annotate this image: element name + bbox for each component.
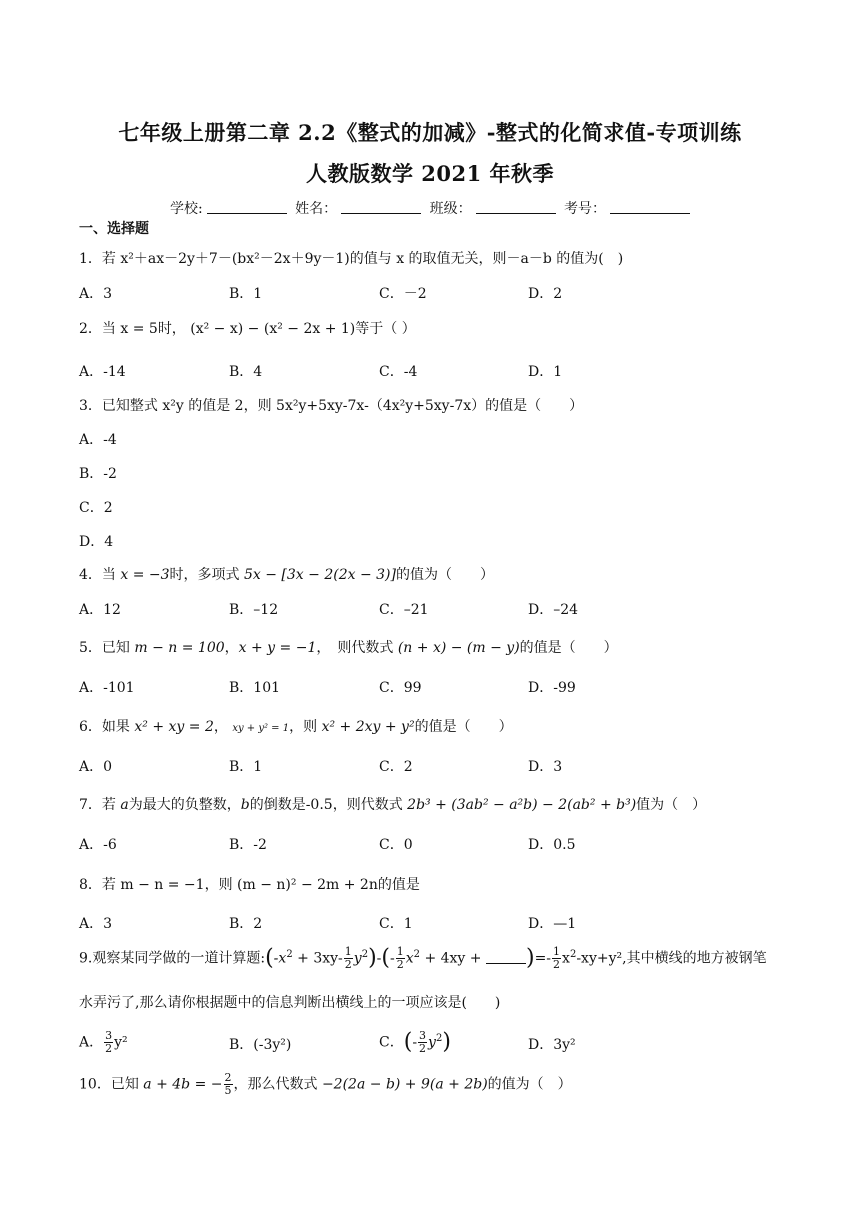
q6-option-d[interactable]: D．3 (528, 759, 563, 775)
q2-option-a[interactable]: A．-14 (79, 364, 126, 380)
question-4: 4．当 x = −3时，多项式 5x − [3x − 2(2x − 3)]的值为（ ） (79, 567, 494, 583)
q5-option-c[interactable]: C．99 (379, 680, 422, 696)
q7-option-c[interactable]: C．0 (379, 837, 413, 853)
question-9-line-2: 水弄污了,那么请你根据题中的信息判断出横线上的一项应该是( ) (79, 995, 501, 1011)
q2-option-b[interactable]: B．4 (229, 364, 263, 380)
q9-option-c[interactable]: C．(- $\frac{3}{2}$ $y^2$) (379, 1029, 451, 1055)
title-line-2: 人教版数学 2021 年秋季 (305, 161, 555, 186)
question-5: 5．已知 m − n = 100，x + y = −1， 则代数式 (n + x) − (m − y)的值是（ ） (79, 640, 618, 656)
q6-option-a[interactable]: A．0 (79, 759, 113, 775)
q9-option-a[interactable]: A． $\frac{3}{2}$ y² (79, 1029, 128, 1055)
q1-option-a[interactable]: A．3 (79, 286, 113, 302)
question-1: 1．若 x²＋ax－2y＋7－(bx²－2x＋9y－1)的值与 x 的取值无关，则－a－b 的值为( ) (79, 251, 624, 267)
q8-option-a[interactable]: A．3 (79, 916, 113, 932)
q3-option-a[interactable]: A．-4 (79, 432, 117, 448)
student-info-line (0, 198, 860, 218)
q1-option-b[interactable]: B．1 (229, 286, 263, 302)
q4-option-d[interactable]: D．–24 (528, 602, 579, 618)
q4-option-a[interactable]: A．12 (79, 602, 121, 618)
q4-option-b[interactable]: B．–12 (229, 602, 279, 618)
q8-option-b[interactable]: B．2 (229, 916, 263, 932)
class-label: 班级： (429, 201, 472, 217)
question-3: 3．已知整式 x²y 的值是 2，则 5x²y+5xy-7x-（4x²y+5xy-7x）的值是（ ） (79, 398, 584, 414)
question-9: 9.观察某同学做的一道计算题$:(-x^2 + 3xy-$ $\frac{1}{2}$ $y^2)-(-$ $\frac{1}{2}$ $x^2 + 4xy$ + )=- $\frac{1}{2}$ $x^2-xy+y^2$,其中横线的地方被钢笔 (79, 945, 767, 971)
q2-option-c[interactable]: C．-4 (379, 364, 418, 380)
q9-option-d[interactable]: D．3y² (528, 1037, 576, 1053)
q5-option-d[interactable]: D．-99 (528, 680, 576, 696)
smudged-blank (486, 951, 526, 964)
school-label: 学校: (169, 201, 203, 217)
q5-option-b[interactable]: B．101 (229, 680, 281, 696)
q7-option-b[interactable]: B．-2 (229, 837, 267, 853)
q3-option-b[interactable]: B．-2 (79, 466, 117, 482)
question-7: 7．若 a为最大的负整数，b的倒数是-0.5，则代数式 2b³ + (3ab² − a²b) − 2(ab² + b³)值为（ ） (79, 797, 707, 813)
school-blank[interactable] (207, 201, 287, 214)
q6-option-b[interactable]: B．1 (229, 759, 263, 775)
q9-option-b[interactable]: B．(-3y²) (229, 1037, 292, 1053)
section-heading: 一、选择题 (79, 221, 149, 237)
class-blank[interactable] (476, 201, 556, 214)
question-10: 10．已知 a + 4b = − $\frac{2}{5}$ ，那么代数式 −2(2a − b) + 9(a + 2b)的值为（ ） (79, 1071, 572, 1097)
q8-option-c[interactable]: C．1 (379, 916, 413, 932)
q3-option-c[interactable]: C．2 (79, 500, 113, 516)
q6-option-c[interactable]: C．2 (379, 759, 413, 775)
title-line-1: 七年级上册第二章 2.2《整式的加减》-整式的化简求值-专项训练 (118, 120, 742, 145)
q7-option-a[interactable]: A．-6 (79, 837, 117, 853)
q8-option-d[interactable]: D．—1 (528, 916, 577, 932)
name-blank[interactable] (341, 201, 421, 214)
q2-option-d[interactable]: D．1 (528, 364, 563, 380)
q1-option-c[interactable]: C．－2 (379, 286, 427, 302)
number-blank[interactable] (610, 201, 690, 214)
question-6: 6．如果 x² + xy = 2， xy + y² = 1，则 x² + 2xy + y²的值是（ ） (79, 719, 513, 735)
question-8: 8．若 m − n = −1，则 (m − n)² − 2m + 2n的值是 (79, 877, 420, 893)
q7-option-d[interactable]: D．0.5 (528, 837, 576, 853)
q3-option-d[interactable]: D．4 (79, 534, 114, 550)
question-2: 2．当 x = 5时， (x² − x) − (x² − 2x + 1)等于（ ） (79, 321, 416, 337)
q4-option-c[interactable]: C．–21 (379, 602, 429, 618)
q5-option-a[interactable]: A．-101 (79, 680, 135, 696)
q1-option-d[interactable]: D．2 (528, 286, 563, 302)
number-label: 考号： (564, 201, 607, 217)
name-label: 姓名： (295, 201, 338, 217)
